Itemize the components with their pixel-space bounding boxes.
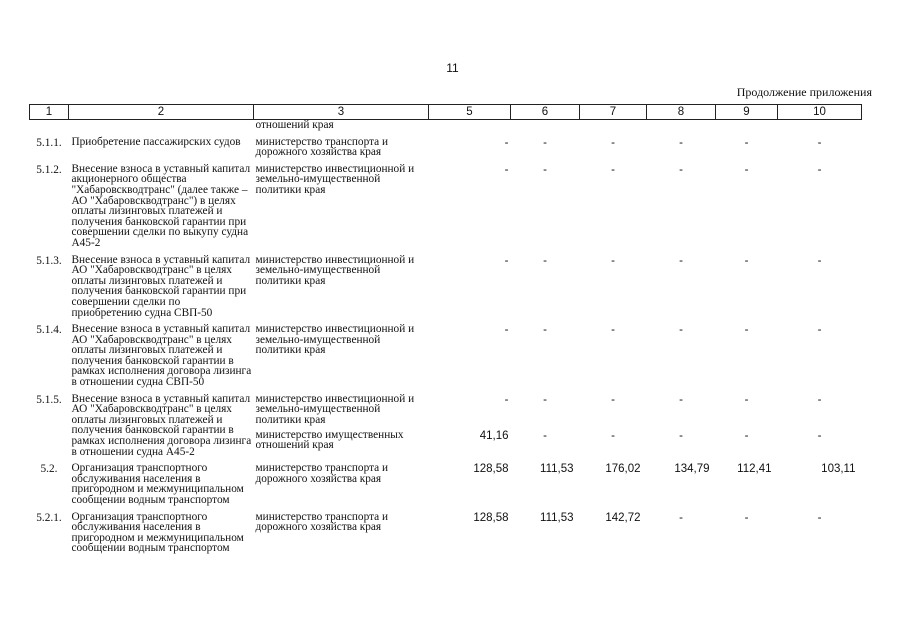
header-cell: 2 — [69, 105, 254, 120]
value-col5: - — [504, 136, 509, 149]
value-col6: - — [543, 136, 547, 149]
row-org: министерство транспорта и дорожного хозяйства края — [255, 510, 389, 534]
row-code: 5.1.3. — [36, 254, 62, 267]
value-col10: - — [817, 393, 822, 406]
value-col7: 176,02 — [605, 463, 641, 476]
header-cell: 5 — [429, 105, 511, 120]
value-col6: - — [543, 163, 547, 176]
value-col8: 134,79 — [674, 463, 710, 476]
value-col6: - — [543, 254, 547, 267]
value-col10: - — [817, 324, 822, 337]
value-col5: - — [504, 163, 509, 176]
header-row — [30, 105, 862, 120]
header-cell: 8 — [647, 105, 716, 120]
value-col8: - — [679, 511, 683, 524]
value-col10: - — [817, 429, 822, 442]
value-col9: - — [744, 254, 749, 267]
row-name: Внесение взноса в уставный капитал АО "Хабаровскводтранс" в целях оплаты лизинговых платежей и получения банковской гарантии в рамках исполнения договора лизинга в отношении судна СВП-50 — [71, 323, 252, 389]
value-col9: - — [744, 136, 749, 149]
value-col7: - — [611, 429, 615, 442]
table-row — [30, 164, 862, 249]
value-col5: - — [504, 254, 509, 267]
value-col9: - — [744, 393, 749, 406]
value-col10: - — [817, 511, 822, 524]
header-cell: 1 — [30, 105, 69, 120]
table-row — [30, 463, 862, 505]
program-table — [29, 104, 862, 554]
header-cell: 10 — [778, 105, 862, 120]
value-col10: - — [817, 163, 822, 176]
value-col7: - — [611, 254, 615, 267]
row-code: 5.1.5. — [36, 393, 62, 406]
table-row — [30, 137, 862, 158]
row-name: Приобретение пассажирских судов — [71, 135, 241, 148]
value-col8: - — [679, 254, 683, 267]
value-col5: - — [504, 324, 509, 337]
carry-over-row — [30, 120, 862, 131]
carry-over-text: отношений края — [255, 119, 334, 131]
value-col7: 142,72 — [605, 511, 641, 524]
value-col9: - — [744, 324, 749, 337]
value-col6: 111,53 — [540, 511, 574, 524]
value-col8: - — [679, 429, 683, 442]
row-name: Внесение взноса в уставный капитал АО "Хабаровскводтранс" в целях оплаты лизинговых платежей и получения банковской гарантии при совершении сделки по приобретению судна СВП-50 — [71, 253, 251, 319]
value-col8: - — [679, 393, 683, 406]
value-col10: 103,11 — [821, 463, 856, 476]
row-org: министерство транспорта и дорожного хозяйства края — [255, 135, 389, 159]
row-code: 5.2.1. — [36, 511, 62, 524]
value-col7: - — [611, 393, 615, 406]
row-org: министерство транспорта и дорожного хозяйства края — [255, 462, 389, 485]
row-code: 5.1.1. — [36, 136, 62, 149]
value-col8: - — [679, 324, 683, 337]
value-col5: 128,58 — [473, 511, 509, 524]
page-number: 11 — [446, 61, 459, 75]
value-col10: - — [817, 136, 822, 149]
value-col6: 111,53 — [540, 463, 574, 476]
value-col6: - — [543, 429, 547, 442]
row-org: министерство инвестиционной и земельно-имущественной политики края — [255, 392, 415, 426]
row-name: Внесение взноса в уставный капитал АО "Хабаровскводтранс" в целях оплаты лизинговых платежей и получения банковской гарантии в рамках исполнения договора лизинга в отношении судна А45-2 — [71, 392, 252, 458]
header-cell: 9 — [716, 105, 778, 120]
header-cell: 3 — [254, 105, 429, 120]
value-col6: - — [543, 393, 547, 406]
value-col7: - — [611, 324, 615, 337]
value-col9: 112,41 — [737, 463, 772, 476]
value-col9: - — [744, 163, 749, 176]
table-row — [30, 324, 862, 388]
value-col8: - — [679, 136, 683, 149]
row-org: министерство инвестиционной и земельно-имущественной политики края — [255, 323, 415, 357]
continuation-note: Продолжение приложения — [736, 85, 872, 99]
row-code: 5.1.4. — [36, 324, 62, 337]
header-cell: 7 — [580, 105, 647, 120]
table-row — [30, 512, 862, 554]
value-col8: - — [679, 163, 683, 176]
value-col7: - — [611, 163, 615, 176]
value-col5: 41,16 — [479, 429, 509, 442]
row-org-secondary: министерство имущественных отношений края — [255, 428, 404, 452]
value-col10: - — [817, 254, 822, 267]
value-col7: - — [611, 136, 615, 149]
row-org: министерство инвестиционной и земельно-имущественной политики края — [255, 162, 415, 196]
row-code: 5.1.2. — [36, 163, 62, 176]
row-name: Организация транспортного обслуживания населения в пригородном и межмуниципальном сообщении водным транспортом — [71, 510, 244, 555]
value-col6: - — [543, 324, 547, 337]
table-row — [30, 255, 862, 319]
row-org: министерство инвестиционной и земельно-имущественной политики края — [255, 253, 415, 287]
value-col9: - — [744, 429, 749, 442]
table-row — [30, 394, 862, 430]
value-col5: - — [504, 393, 509, 406]
row-name: Организация транспортного обслуживания населения в пригородном и межмуниципальном сообщении водным транспортом — [71, 462, 244, 506]
header-cell: 6 — [511, 105, 580, 120]
row-code: 5.2. — [40, 463, 58, 476]
row-name: Внесение взноса в уставный капитал акционерного общества "Хабаровскводтранс" (далее также – АО "Хабаровскводтранс") в целях оплаты лизинговых платежей и получения банковской гарантии при совершении сделки по выкупу судна А45-2 — [71, 162, 251, 249]
value-col5: 128,58 — [473, 463, 509, 476]
value-col9: - — [744, 511, 749, 524]
